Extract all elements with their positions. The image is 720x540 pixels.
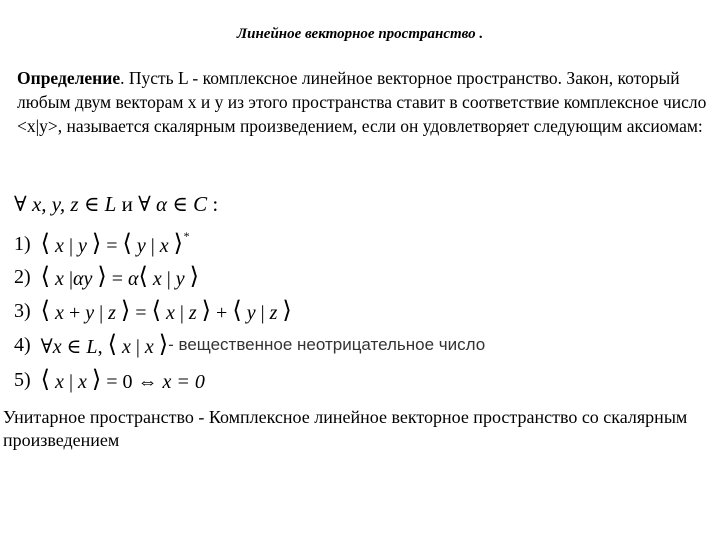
unitary-definition: Унитарное пространство - Комплексное линейное векторное пространство со скалярным произведением	[3, 407, 688, 450]
quantifier-colon: :	[207, 192, 219, 216]
axiom-4	[14, 330, 485, 360]
axiom-formula: ⟨ x |αy ⟩ = α⟨ x | y ⟩	[40, 263, 200, 290]
page-title: Линейное векторное пространство .	[236, 26, 484, 42]
axiom-2	[14, 262, 199, 292]
axiom-4-text: - вещественное неотрицательное число	[168, 335, 486, 354]
quantifier-and: и	[116, 192, 139, 216]
quantifier-line	[14, 192, 218, 217]
axiom-3	[14, 296, 292, 326]
axiom-number: 2)	[14, 265, 31, 288]
axiom-number: 1)	[14, 232, 31, 255]
quantifier-alpha: α ∈ C	[150, 192, 208, 216]
definition-paragraph	[17, 66, 707, 138]
axiom-number: 3)	[14, 299, 31, 322]
axiom-formula: ⟨ x | y ⟩ = ⟨ y | x ⟩*	[40, 228, 190, 257]
axiom-1	[14, 229, 189, 259]
axiom-formula: ∀x ∈ L, ⟨ x | x ⟩	[40, 331, 169, 358]
axiom-number: 5)	[14, 368, 31, 391]
axiom-number: 4)	[14, 333, 31, 356]
axiom-formula: ⟨ x | x ⟩ = 0 ⇔ x = 0	[40, 366, 205, 393]
axiom-5	[14, 365, 205, 395]
definition-text: . Пусть L - комплексное линейное векторное пространство. Закон, который любым двум векторам x и y из этого пространства ставит в соответствие комплексное число <x|y>, называется скалярным произведением, если он удовлетворяет следующим аксиомам:	[17, 68, 707, 136]
forall-symbol-2: ∀	[138, 192, 151, 216]
forall-symbol: ∀	[14, 192, 27, 216]
definition-lead: Определение	[17, 68, 121, 88]
quantifier-vars: x, y, z ∈ L	[26, 192, 117, 216]
axiom-formula: ⟨ x + y | z ⟩ = ⟨ x | z ⟩ + ⟨ y | z ⟩	[40, 297, 292, 324]
